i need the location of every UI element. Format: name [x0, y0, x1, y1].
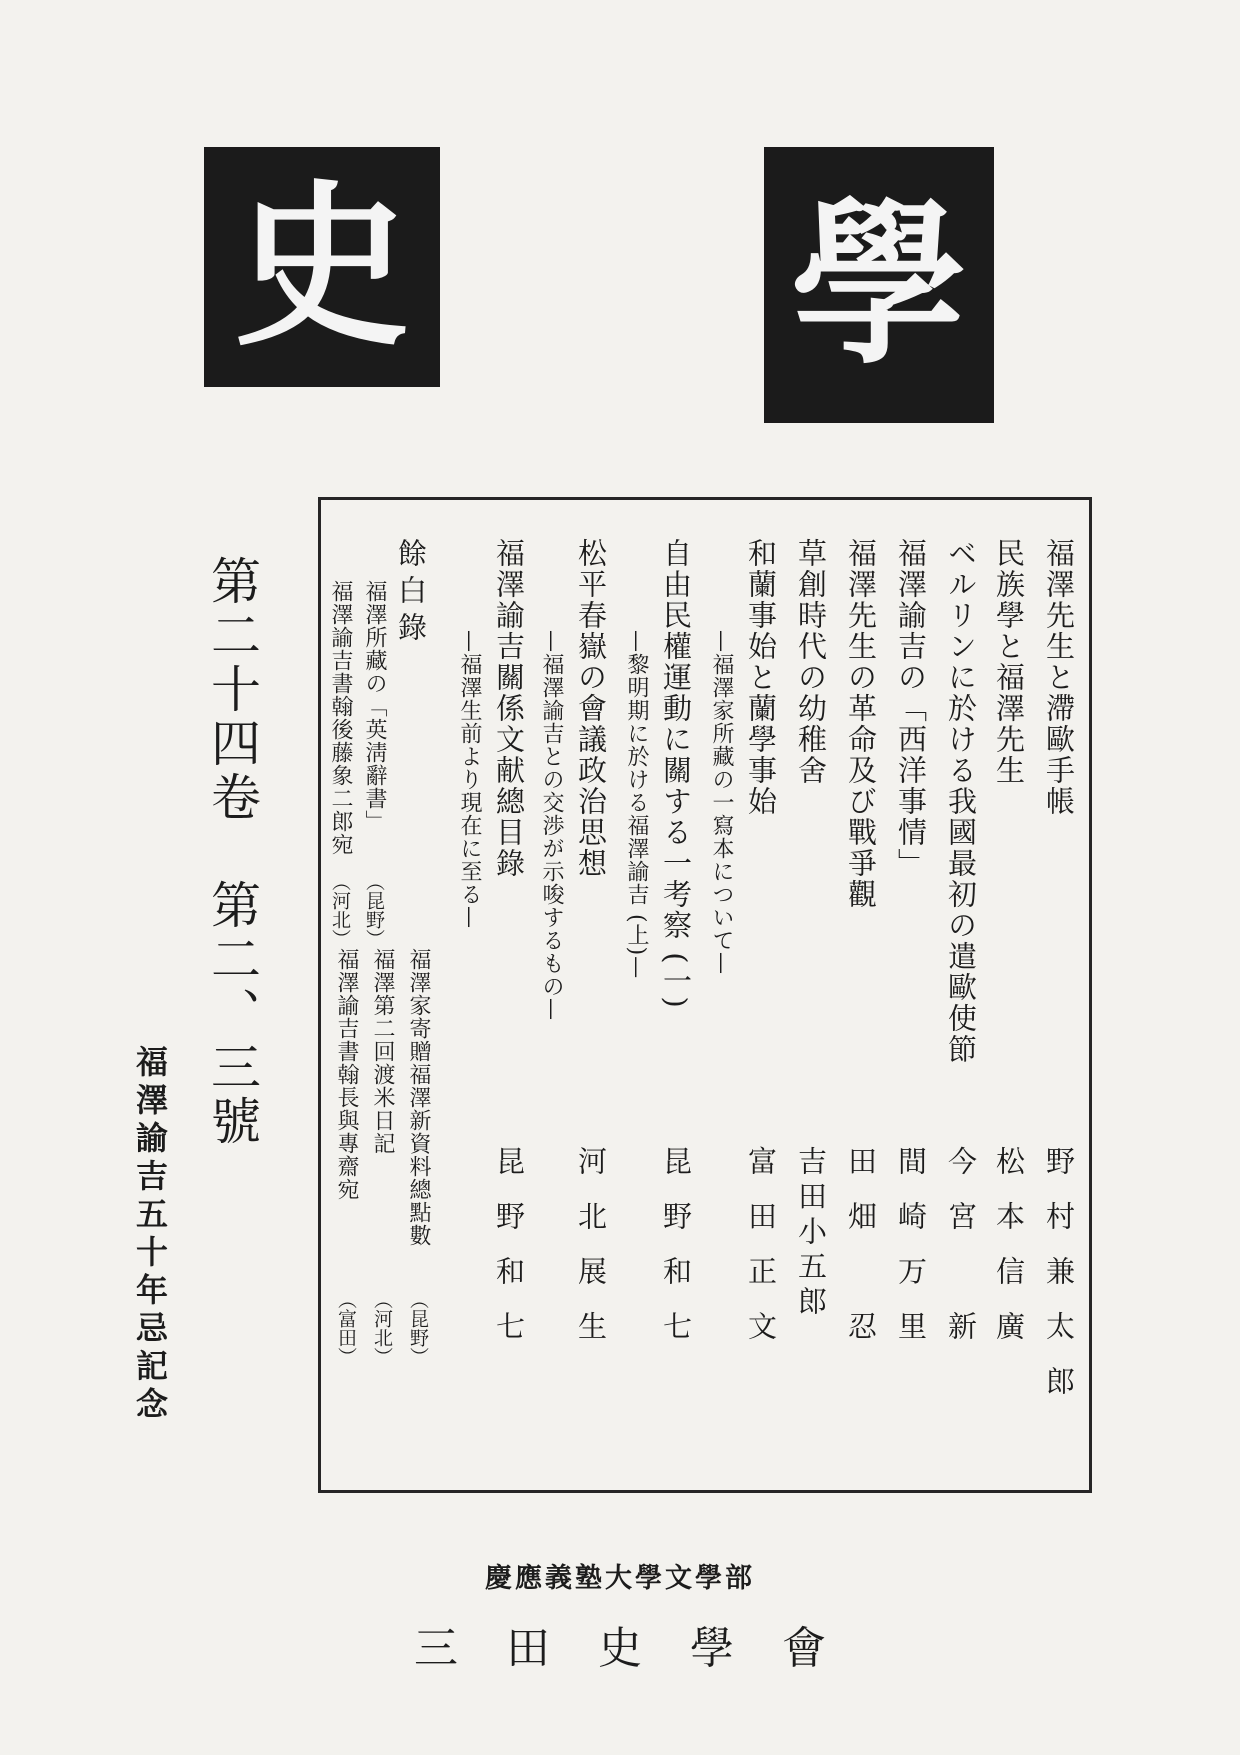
- toc-article-author: 富田正文: [744, 1146, 778, 1366]
- yohaku-item: 福澤家寄贈福澤新資料總點數: [406, 948, 431, 1247]
- yohaku-item: 福澤諭吉書翰長與專齋宛: [334, 948, 359, 1201]
- toc-article-author: 昆野和七: [492, 1146, 526, 1366]
- table-of-contents: [318, 497, 1092, 1493]
- volume-number: 第二十四卷 第二、三號: [203, 555, 261, 1149]
- toc-article-title: 福澤先生の革命及び戰爭觀: [844, 538, 878, 910]
- memorial-subtitle: 福澤諭吉五十年忌記念: [131, 1045, 169, 1425]
- toc-article-subtitle: —福澤生前より現在に至る—: [457, 630, 482, 929]
- toc-article-subtitle: —黎明期に於ける福澤諭吉 (上)—: [624, 630, 649, 980]
- toc-article-author: 松本信廣: [992, 1146, 1026, 1366]
- toc-article-title: 福澤諭吉關係文献總目錄: [492, 538, 526, 879]
- toc-article-title: 松平春嶽の會議政治思想: [574, 538, 608, 879]
- toc-article-title: 和蘭事始と蘭學事始: [744, 538, 778, 817]
- yohaku-item: 福澤第二回渡米日記: [370, 948, 395, 1155]
- toc-article-title: 福澤先生と滯歐手帳: [1042, 538, 1076, 817]
- toc-article-title: 福澤諭吉の「西洋事情」: [894, 538, 928, 879]
- toc-article-title: 草創時代の幼稚舍: [794, 538, 828, 786]
- publisher-society: 三田史學會: [414, 1623, 874, 1674]
- title-char-gaku: [764, 147, 994, 423]
- yohaku-item-paren: （昆野）: [407, 1290, 429, 1366]
- yohaku-heading: 餘白錄: [394, 538, 428, 649]
- toc-article-author: 田畑 忍: [844, 1146, 878, 1366]
- toc-article-author: 野村兼太郎: [1042, 1146, 1076, 1421]
- publisher-university: 慶應義塾大學文學部: [485, 1563, 755, 1594]
- toc-article-title: 民族學と福澤先生: [992, 538, 1026, 786]
- toc-article-author: 今宮 新: [944, 1146, 978, 1366]
- toc-article-subtitle: —福澤家所藏の一寫本について—: [709, 630, 734, 975]
- title-right-text: 學: [790, 181, 967, 388]
- toc-article-title: ベルリンに於ける我國最初の遣歐使節: [944, 538, 978, 1065]
- toc-article-author: 昆野和七: [659, 1146, 693, 1366]
- toc-article-author: 河北展生: [574, 1146, 608, 1366]
- yohaku-item-paren: （河北）: [329, 872, 351, 948]
- toc-article-subtitle: —福澤諭吉との交渉が示唆するもの—: [539, 630, 564, 1021]
- toc-article-author: 間崎万里: [894, 1146, 928, 1366]
- title-char-shi: [204, 147, 440, 387]
- yohaku-item-paren: （河北）: [371, 1290, 393, 1366]
- title-left-text: 史: [233, 163, 410, 370]
- yohaku-item: 福澤諭吉書翰後藤象二郎宛: [328, 580, 353, 856]
- toc-article-title: 自由民權運動に關する一考察 (一): [659, 538, 693, 1010]
- yohaku-item-paren: （昆野）: [363, 872, 385, 948]
- yohaku-item: 福澤所藏の「英淸辭書」: [362, 580, 387, 833]
- yohaku-item-paren: （富田）: [335, 1290, 357, 1366]
- toc-article-author: 吉田小五郎: [794, 1146, 828, 1321]
